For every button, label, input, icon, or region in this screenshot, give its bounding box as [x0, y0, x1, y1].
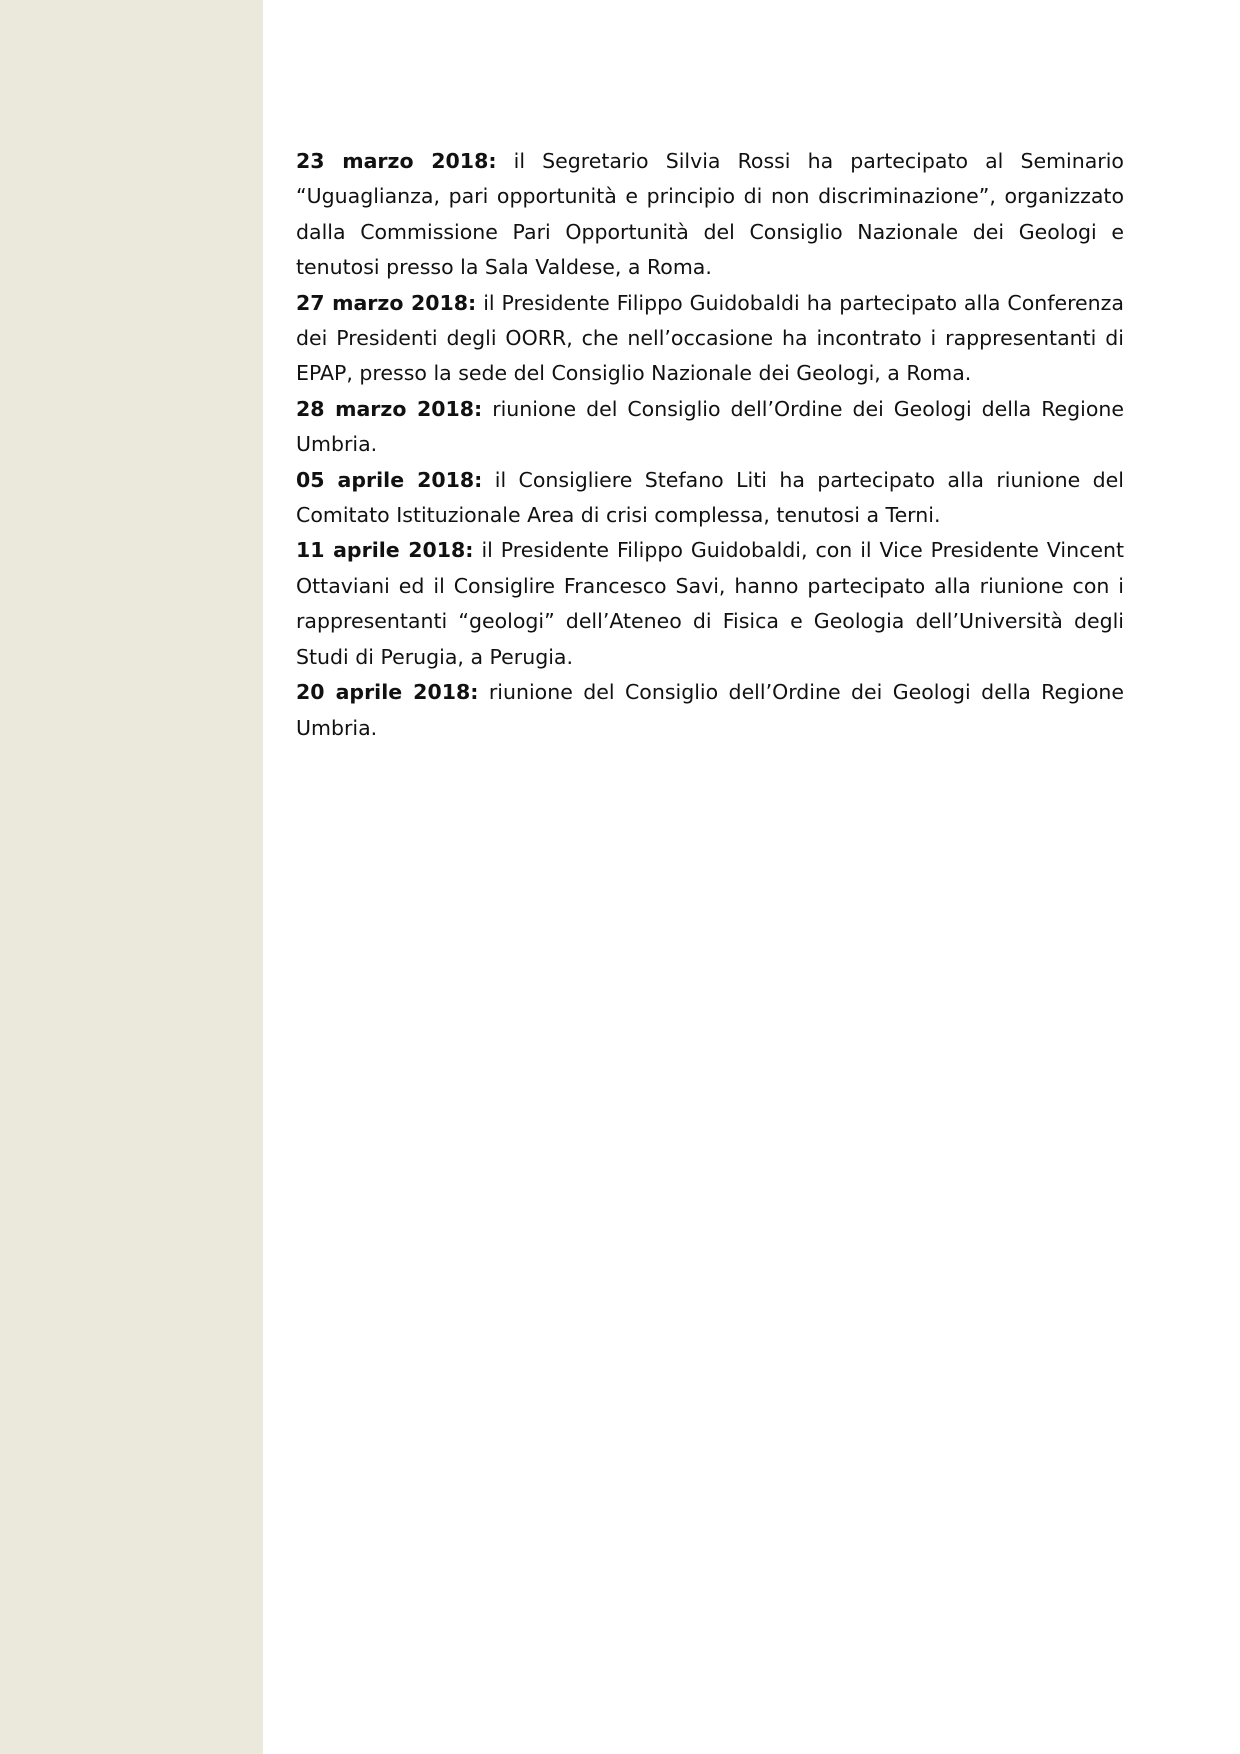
entry-date: 05 aprile 2018: [296, 467, 483, 492]
entry-text: riunione del Consiglio dell’Ordine dei Geologi della Regione Umbria. [296, 396, 1124, 457]
entry-item [296, 144, 1124, 286]
entry-date: 27 marzo 2018: [296, 290, 477, 315]
entry-date: 28 marzo 2018: [296, 396, 483, 421]
entry-item [296, 533, 1124, 675]
entry-date: 11 aprile 2018: [296, 538, 474, 563]
entry-date: 20 aprile 2018: [296, 680, 479, 705]
entry-text: riunione del Consiglio dell’Ordine dei Geologi della Regione Umbria. [296, 680, 1124, 740]
entry-text: il Presidente Filippo Guidobaldi ha partecipato alla Conferenza dei Presidenti degli OORR, che nell’occasione ha incontrato i rappresentanti di EPAP, presso la sede del Consiglio Nazionale dei Geologi, a Roma. [296, 290, 1124, 386]
entry-item [296, 675, 1124, 746]
document-body [296, 144, 1124, 746]
page-sidebar [0, 0, 263, 1754]
entry-text: il Segretario Silvia Rossi ha partecipato al Seminario “Uguaglianza, pari opportunità e principio di non discriminazione”, organizzato dalla Commissione Pari Opportunità del Consiglio Nazionale dei Geologi e tenutosi presso la Sala Valdese, a Roma. [296, 149, 1124, 280]
entry-text: il Consigliere Stefano Liti ha partecipato alla riunione del Comitato Istituzionale Area di crisi complessa, tenutosi a Terni. [296, 467, 1124, 528]
entry-date: 23 marzo 2018: [296, 149, 497, 173]
entry-text: il Presidente Filippo Guidobaldi, con il Vice Presidente Vincent Ottaviani ed il Consiglire Francesco Savi, hanno partecipato alla riunione con i rappresentanti “geologi” dell’Ateneo di Fisica e Geologia dell’Università degli Studi di Perugia, a Perugia. [296, 538, 1124, 669]
entry-item [296, 463, 1124, 534]
entry-item [296, 392, 1124, 463]
entry-item [296, 286, 1124, 392]
